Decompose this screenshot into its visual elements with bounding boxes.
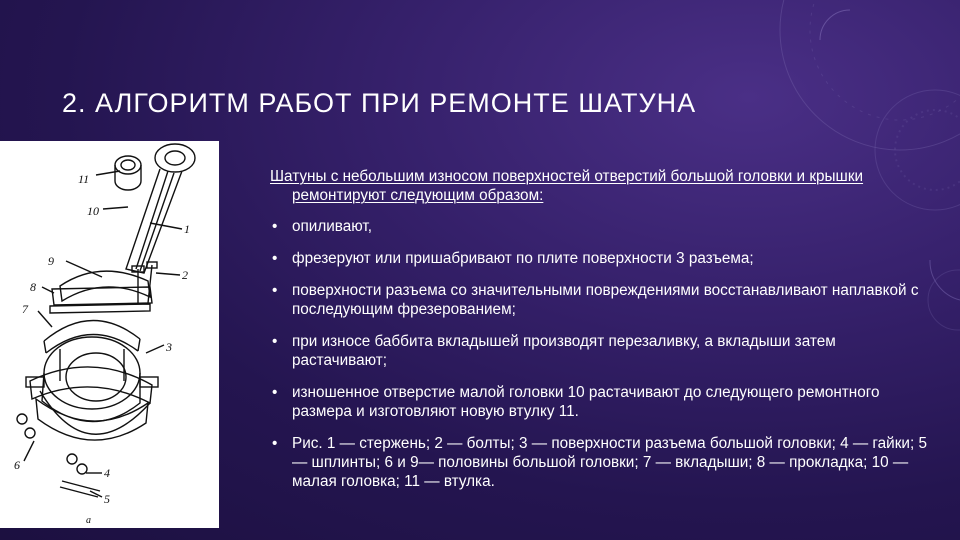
figure-label-5: 5 <box>104 492 110 506</box>
list-item <box>270 249 930 268</box>
bullet-list <box>270 217 930 491</box>
bullet-icon: • <box>272 435 278 452</box>
list-item-text: фрезеруют или пришабривают по плите поверхности 3 разъема; <box>292 250 754 267</box>
list-item <box>270 217 930 236</box>
list-item-text: поверхности разъема со значительными повреждениями восстанавливают наплавкой с последующим фрезерованием; <box>292 282 919 318</box>
slide-title: 2. АЛГОРИТМ РАБОТ ПРИ РЕМОНТЕ ШАТУНА <box>62 88 697 118</box>
figure-label-8: 8 <box>30 280 36 294</box>
list-item-text: Рис. 1 — стержень; 2 — болты; 3 — поверхности разъема большой головки; 4 — гайки; 5 — шплинты; 6 и 9— половины большой головки; 7 — вкладыши; 8 — прокладка; 10 — малая головка; 11 — втулка. <box>292 435 927 490</box>
figure-label-3: 3 <box>166 340 172 354</box>
slide-body <box>270 167 930 504</box>
list-item-text: при износе баббита вкладышей производят перезаливку, а вкладыши затем растачивают; <box>292 333 836 369</box>
figure-label-11: 11 <box>78 172 90 186</box>
connecting-rod-figure <box>0 141 219 528</box>
list-item-text: изношенное отверстие малой головки 10 растачивают до следующего ремонтного размера и изготовляют новую втулку 11. <box>292 384 880 420</box>
figure-label-2: 2 <box>182 268 188 282</box>
figure-label-6: 6 <box>14 458 20 472</box>
list-item <box>270 383 930 421</box>
bullet-icon: • <box>272 282 278 299</box>
connecting-rod-drawing <box>0 141 219 528</box>
intro-text: Шатуны с небольшим износом поверхностей отверстий большой головки и крышки ремонтируют следующим образом: <box>270 168 864 204</box>
bullet-icon: • <box>272 384 278 401</box>
figure-label-10: 10 <box>87 204 99 218</box>
bullet-icon: • <box>272 218 278 235</box>
list-item <box>270 332 930 370</box>
figure-label-7: 7 <box>22 302 28 316</box>
list-item <box>270 281 930 319</box>
figure-label-1: 1 <box>184 222 190 236</box>
bullet-icon: • <box>272 250 278 267</box>
figure-label-9: 9 <box>48 254 54 268</box>
figure-caption-letter: а <box>86 515 91 526</box>
figure-label-4: 4 <box>104 466 110 480</box>
list-item-text: опиливают, <box>292 218 372 235</box>
bullet-icon: • <box>272 333 278 350</box>
list-item <box>270 434 930 491</box>
